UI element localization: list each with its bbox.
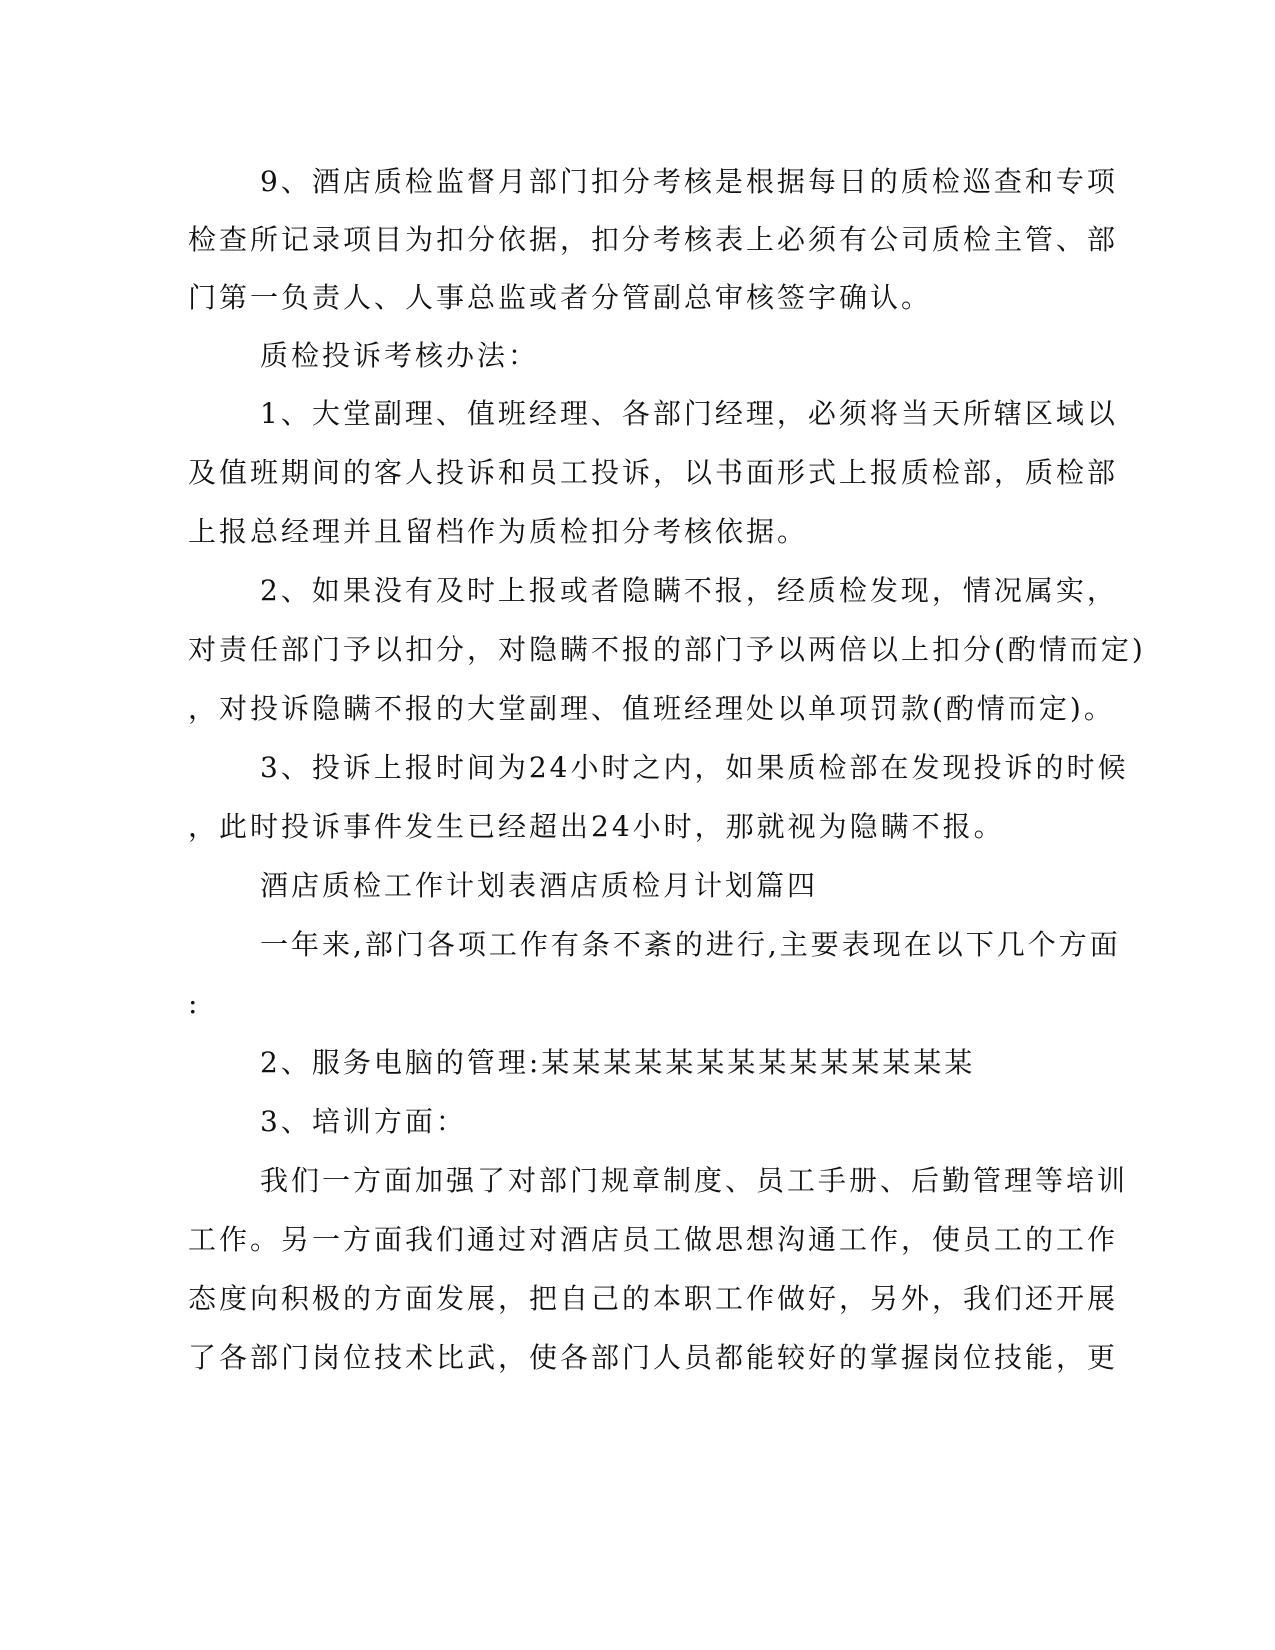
item-3-line-2: ，此时投诉事件发生已经超出24小时，那就视为隐瞒不报。 — [188, 810, 1005, 843]
training-paragraph-line-4: 了各部门岗位技术比武，使各部门人员都能较好的掌握岗位技能，更 — [188, 1341, 1119, 1374]
point-2-computer-management: 2、服务电脑的管理:某某某某某某某某某某某某某某 — [260, 1046, 976, 1079]
item-1-line-2: 及值班期间的客人投诉和员工投诉，以书面形式上报质检部，质检部 — [188, 456, 1119, 489]
paragraph-9-line-2: 检查所记录项目为扣分依据，扣分考核表上必须有公司质检主管、部 — [188, 223, 1119, 256]
training-paragraph-line-3: 态度向积极的方面发展，把自己的本职工作做好，另外，我们还开展 — [188, 1282, 1119, 1315]
item-1-line-3: 上报总经理并且留档作为质检扣分考核依据。 — [188, 515, 809, 548]
point-3-training-heading: 3、培训方面： — [260, 1105, 467, 1138]
summary-intro-line-1: 一年来,部门各项工作有条不紊的进行,主要表现在以下几个方面 — [260, 928, 1121, 961]
item-2-line-1: 2、如果没有及时上报或者隐瞒不报，经质检发现，情况属实， — [260, 574, 1118, 607]
section-title-part-four: 酒店质检工作计划表酒店质检月计划篇四 — [260, 869, 819, 902]
training-paragraph-line-2: 工作。另一方面我们通过对酒店员工做思想沟通工作，使员工的工作 — [188, 1223, 1119, 1256]
section-heading-complaint-assessment: 质检投诉考核办法： — [260, 339, 540, 372]
item-1-line-1: 1、大堂副理、值班经理、各部门经理，必须将当天所辖区域以 — [260, 397, 1118, 430]
paragraph-9-line-3: 门第一负责人、人事总监或者分管副总审核签字确认。 — [188, 281, 933, 314]
item-3-line-1: 3、投诉上报时间为24小时之内，如果质检部在发现投诉的时候 — [260, 751, 1129, 784]
item-2-line-3: ，对投诉隐瞒不报的大堂副理、值班经理处以单项罚款(酌情而定)。 — [188, 692, 1115, 725]
summary-intro-line-2: : — [188, 987, 201, 1020]
item-2-line-2: 对责任部门予以扣分，对隐瞒不报的部门予以两倍以上扣分(酌情而定) — [188, 633, 1146, 666]
training-paragraph-line-1: 我们一方面加强了对部门规章制度、员工手册、后勤管理等培训 — [260, 1164, 1129, 1197]
paragraph-9-line-1: 9、酒店质检监督月部门扣分考核是根据每日的质检巡查和专项 — [260, 165, 1118, 198]
